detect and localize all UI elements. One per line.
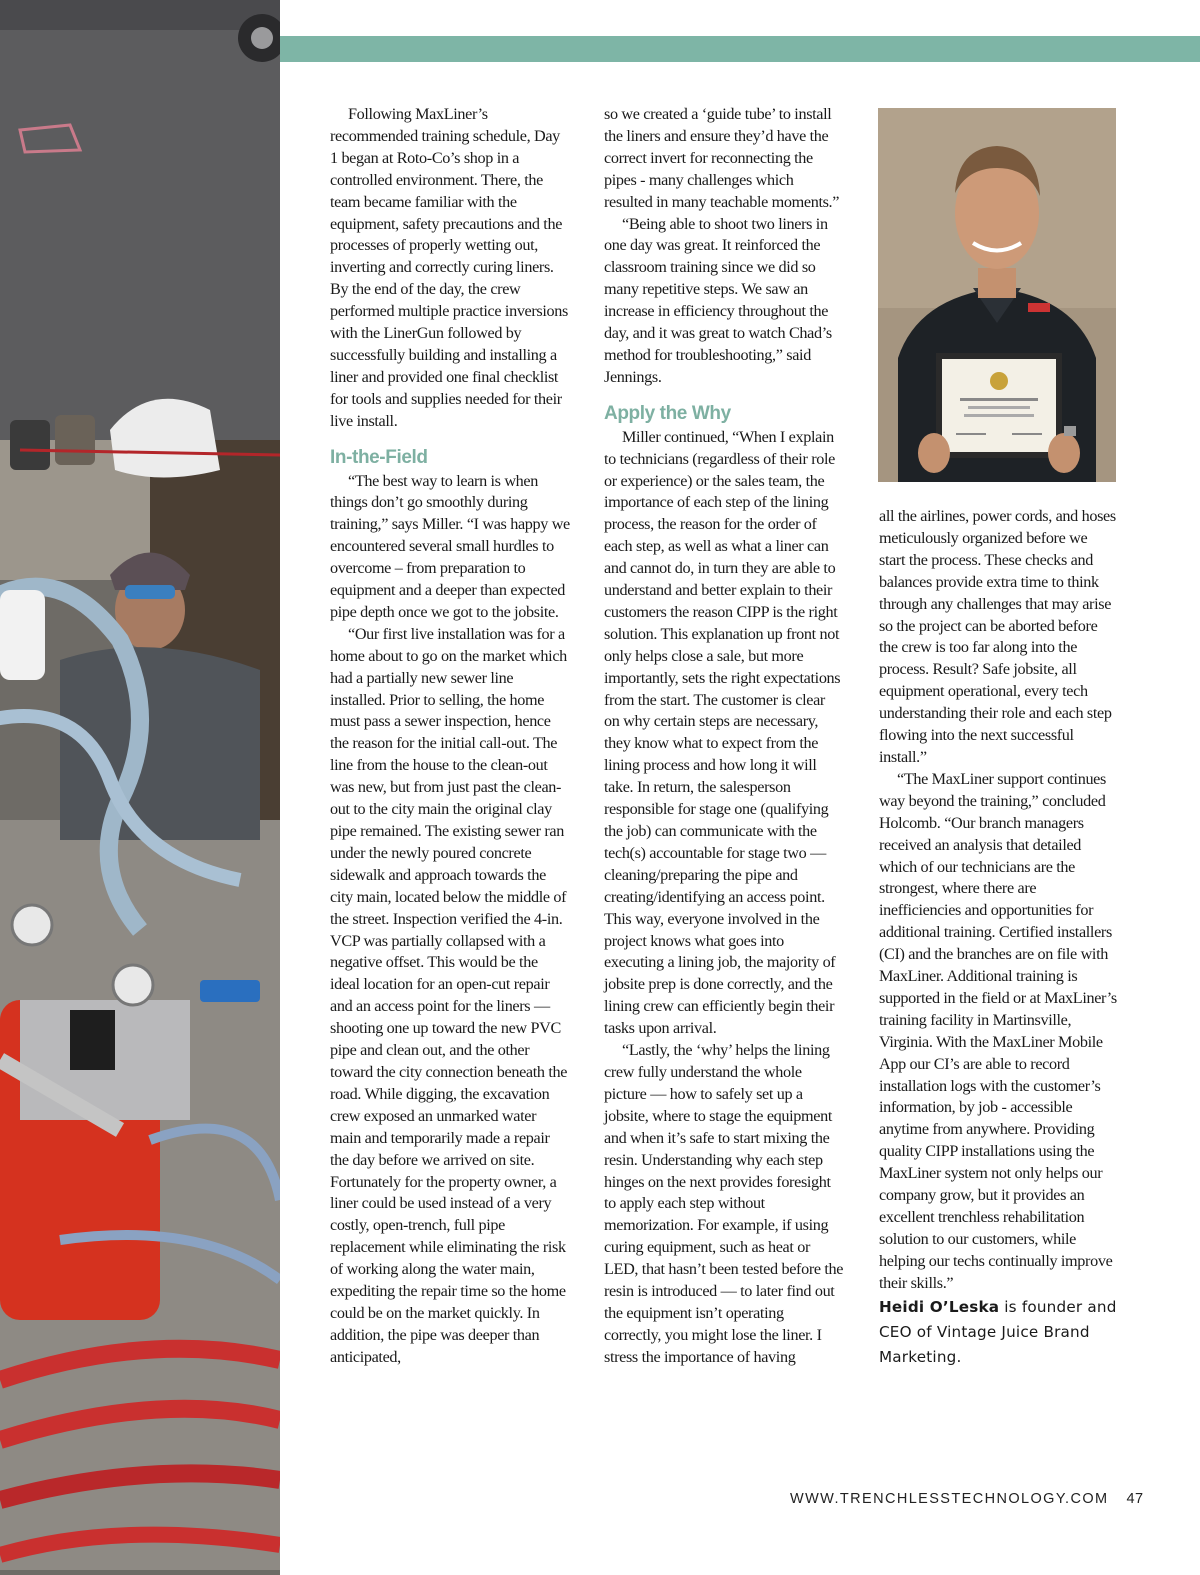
author-description: is founder and CEO of Vintage Juice Brand Marketing. — [879, 1297, 1117, 1366]
paragraph: Miller continued, “When I explain to technicians (regardless of their role or experience) or the sales team, the importance of each step of the lining process, the reason for the order of each step, as well as what a liner can and cannot do, in turn they are able to understand and better explain to their customers the reason CIPP is the right solution. This explanation up front not only helps close a sale, but more importantly, sets the right expectations from the start. The customer is clear on why certain steps are necessary, they know what to expect from the lining process and how long it will take. In return, the salesperson responsible for stage one (qualifying the job) can communicate with the tech(s) accountable for stage two — cleaning/preparing the pipe and creating/identifying an access point. This way, everyone involved in the project knows what goes into executing a lining job, the majority of jobsite prep is done correctly, and the lining crew can efficiently begin their tasks upon arrival. — [604, 427, 841, 1038]
section-heading-apply-the-why: Apply the Why — [604, 402, 731, 424]
paragraph: Following MaxLiner’s recommended training schedule, Day 1 began at Roto-Co’s shop in a controlled environment. There, the team became familiar with the equipment, safety precautions and the processes of properly wetting out, inverting and correctly curing liners. By the end of the day, the crew performed multiple practice inversions with the LinerGun followed by successfully building and installing a liner and provided one final checklist for tools and supplies needed for their live install. — [330, 105, 568, 430]
page-footer — [790, 1491, 1144, 1507]
section-heading-in-the-field: In-the-Field — [330, 446, 428, 468]
paragraph: “Being able to shoot two liners in one day was great. It reinforced the classroom training since we did so many repetitive steps. We saw an increase in efficiency throughout the day, and it was great to watch Chad’s method for troubleshooting,” said Jennings. — [604, 214, 832, 386]
article-column-3 — [879, 506, 1117, 1370]
paragraph: “Our first live installation was for a home about to go on the market which had a partially new sewer line installed. Prior to selling, the home must pass a sewer inspection, hence the reason for the initial call-out. The line from the house to the clean-out was new, but from just past the clean-out to the city main the original clay pipe remained. The existing sewer ran under the newly poured concrete sidewalk and approach towards the city main, located below the middle of the street. Inspection verified the 4-in. VCP was partially collapsed with a negative offset. This would be the ideal location for an open-cut repair and an access point for the liners — shooting one up toward the new PVC pipe and clean out, and the other toward the city connection beneath the road. While digging, the excavation crew exposed an unmarked water main and temporarily made a repair the day before we arrived on site. Fortunately for the property owner, a liner could be used instead of a very costly, open-trench, full pipe replacement while eliminating the risk of working along the water main, expediting the repair time so the home could be on the market quickly. In addition, the pipe was deeper than anticipated, — [330, 624, 568, 1366]
paragraph: “The best way to learn is when things don’t go smoothly during training,” says Miller. “I was happy we encountered several small hurdles to overcome – from preparation to equipment and a deeper than expected pipe depth once we got to the jobsite. — [330, 471, 570, 621]
article-column-1 — [330, 104, 570, 1369]
paragraph: so we created a ‘guide tube’ to install the liners and ensure they’d have the correct invert for reconnecting the pipes - many challenges which resulted in many teachable moments.” — [604, 105, 840, 211]
author-bio — [879, 1295, 1117, 1370]
paragraph: “Lastly, the ‘why’ helps the lining crew fully understand the whole picture — how to safely set up a jobsite, where to stage the equipment and when it’s safe to start mixing the resin. Understanding why each step hinges on the next provides foresight to apply each step without memorization. For example, if using curing equipment, such as heat or LED, that hasn’t been tested before the resin is introduced — to later find out the equipment isn’t operating correctly, you might lose the liner. I stress the importance of having — [604, 1041, 844, 1366]
article-column-2 — [604, 104, 844, 1369]
header-color-band — [280, 36, 1200, 62]
page-number: 47 — [1126, 1491, 1144, 1507]
paragraph: all the airlines, power cords, and hoses meticulously organized before we start the process. These checks and balances provide extra time to think through any challenges that may arise so the project can be aborted before the crew is too far along into the process. Result? Safe jobsite, all equipment operational, every tech understanding their role and each step flowing into the next successful install.” — [879, 507, 1116, 766]
author-name: Heidi O’Leska — [879, 1297, 1000, 1316]
worker-trench-photo — [0, 0, 280, 1575]
paragraph: “The MaxLiner support continues way beyond the training,” concluded Holcomb. “Our branch managers received an analysis that detailed which of our technicians are the strongest, where there are inefficiencies and opportunities for additional training. Certified installers (CI) and the branches are on file with MaxLiner. Additional training is supported in the field or at MaxLiner’s training facility in Martinsville, Virginia. With the MaxLiner Mobile App our CI’s are able to record installation logs with the customer’s information, by job - accessible anytime from anywhere. Providing quality CIPP installations using the MaxLiner system not only helps our company grow, but it provides an excellent trenchless rehabilitation solution to our customers, while helping our techs continually improve their skills.” — [879, 769, 1117, 1292]
website-url: WWW.TRENCHLESSTECHNOLOGY.COM — [790, 1491, 1109, 1507]
portrait-photo-certificate — [878, 108, 1116, 482]
